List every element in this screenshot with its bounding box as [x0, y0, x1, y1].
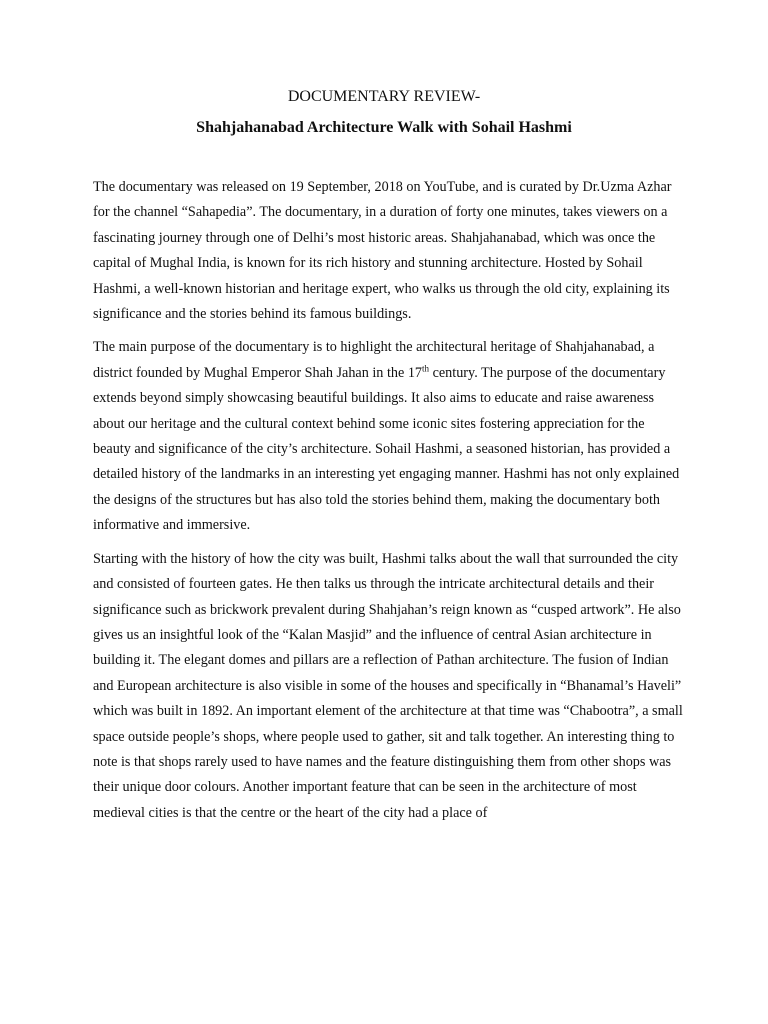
paragraph-purpose-text-b: century. The purpose of the documentary extends beyond simply showcasing beautiful buildings. It also aims to educate and raise awareness about our heritage and the cultural context behind some iconic sites fostering appreciation for the beauty and significance of the city’s architecture. Sohail Hashmi, a seasoned historian, has provided a detailed history of the landmarks in an interesting yet engaging manner. Hashmi has not only explained the designs of the structures but has also told the stories behind them, making the documentary both informative and immersive. — [93, 364, 680, 534]
document-body — [93, 175, 683, 834]
paragraph-history: Starting with the history of how the city was built, Hashmi talks about the wall that surrounded the city and consisted of fourteen gates. He then talks us through the intricate architectural details and their significance such as brickwork prevalent during Shahjahan’s reign known as “cusped artwork”. He also gives us an insightful look of the “Kalan Masjid” and the influence of central Asian architecture in building it. The elegant domes and pillars are a reflection of Pathan architecture. The fusion of Indian and European architecture is also visible in some of the houses and specifically in “Bhanamal’s Haveli” which was built in 1892. An important element of the architecture at that time was “Chabootra”, a small space outside people’s shops, where people used to gather, sit and talk together. An interesting thing to note is that shops rarely used to have names and the feature distinguishing them from other shops was their unique door colours. Another important feature that can be seen in the architecture of most medieval cities is that the centre or the heart of the city had a place of — [93, 550, 683, 821]
document-subheading: Shahjahanabad Architecture Walk with Sohail Hashmi — [196, 119, 572, 136]
paragraph-release-info: The documentary was released on 19 September, 2018 on YouTube, and is curated by Dr.Uzma Azhar for the channel “Sahapedia”. The documentary, in a duration of forty one minutes, takes viewers on a fascinating journey through one of Delhi’s most historic areas. Shahjahanabad, which was once the capital of Mughal India, is known for its rich history and stunning architecture. Hosted by Sohail Hashmi, a well-known historian and heritage expert, who walks us through the old city, explaining its significance and the stories behind its famous buildings. — [93, 179, 672, 323]
document-heading: DOCUMENTARY REVIEW- — [287, 88, 481, 105]
paragraph-purpose-text-a: The main purpose of the documentary is to highlight the architectural heritage of Shahjahanabad, a district founded by Mughal Emperor Shah Jahan in the 17 — [93, 339, 655, 381]
paragraph-purpose — [93, 335, 683, 538]
ordinal-superscript: th — [422, 363, 430, 374]
